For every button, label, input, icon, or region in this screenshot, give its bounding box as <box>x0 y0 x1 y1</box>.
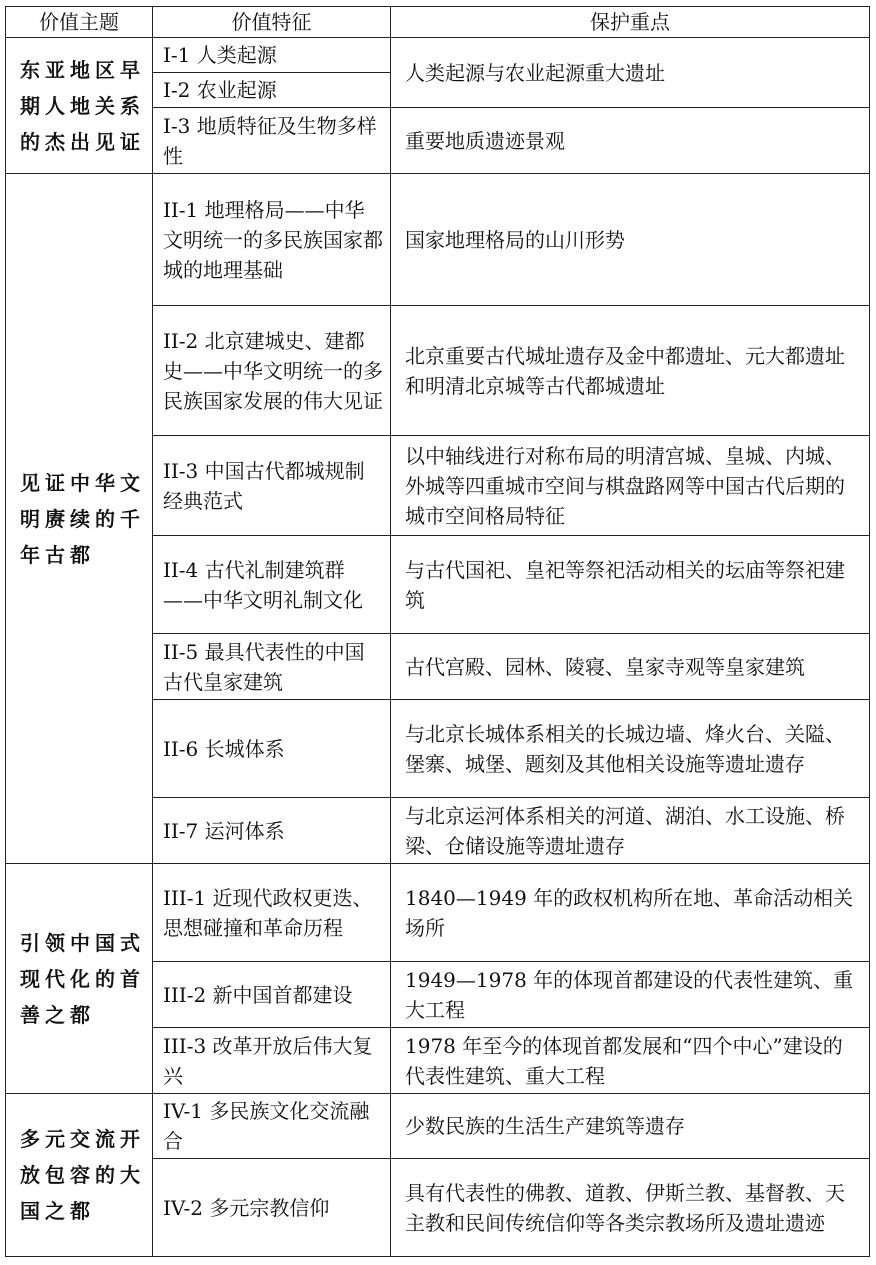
value-theme-cell: 多元交流开放包容的大国之都 <box>6 1094 153 1257</box>
value-feature-cell: II-6 长城体系 <box>153 700 391 798</box>
table-row <box>6 38 870 73</box>
header-value-theme: 价值主题 <box>6 7 153 38</box>
value-feature-cell: IV-2 多元宗教信仰 <box>153 1159 391 1257</box>
protection-focus-cell: 少数民族的生活生产建筑等遗存 <box>391 1094 870 1159</box>
protection-focus-cell: 古代宫殿、园林、陵寝、皇家寺观等皇家建筑 <box>391 634 870 700</box>
header-protection-focus: 保护重点 <box>391 7 870 38</box>
protection-focus-cell: 以中轴线进行对称布局的明清宫城、皇城、内城、外城等四重城市空间与棋盘路网等中国古代后期的城市空间格局特征 <box>391 436 870 536</box>
header-value-feature: 价值特征 <box>153 7 391 38</box>
value-feature-cell: II-4 古代礼制建筑群——中华文明礼制文化 <box>153 536 391 634</box>
value-feature-cell: IV-1 多民族文化交流融合 <box>153 1094 391 1159</box>
protection-focus-cell: 北京重要古代城址遗存及金中都遗址、元大都遗址和明清北京城等古代都城遗址 <box>391 306 870 436</box>
table-row <box>6 864 870 962</box>
value-feature-cell: II-1 地理格局——中华文明统一的多民族国家都城的地理基础 <box>153 174 391 306</box>
protection-focus-cell: 人类起源与农业起源重大遗址 <box>391 38 870 108</box>
value-theme-cell: 东亚地区早期人地关系的杰出见证 <box>6 38 153 174</box>
value-feature-cell: II-3 中国古代都城规制经典范式 <box>153 436 391 536</box>
protection-focus-cell: 与北京长城体系相关的长城边墙、烽火台、关隘、堡寨、城堡、题刻及其他相关设施等遗址遗存 <box>391 700 870 798</box>
value-theme-cell: 见证中华文明赓续的千年古都 <box>6 174 153 864</box>
table-row <box>6 1094 870 1159</box>
value-feature-cell: III-3 改革开放后伟大复兴 <box>153 1028 391 1094</box>
protection-focus-cell: 具有代表性的佛教、道教、伊斯兰教、基督教、天主教和民间传统信仰等各类宗教场所及遗址遗迹 <box>391 1159 870 1257</box>
value-feature-cell: II-2 北京建城史、建都史——中华文明统一的多民族国家发展的伟大见证 <box>153 306 391 436</box>
value-feature-cell: II-5 最具代表性的中国古代皇家建筑 <box>153 634 391 700</box>
protection-focus-cell: 与北京运河体系相关的河道、湖泊、水工设施、桥梁、仓储设施等遗址遗存 <box>391 798 870 864</box>
value-feature-cell: III-2 新中国首都建设 <box>153 962 391 1028</box>
protection-focus-cell: 国家地理格局的山川形势 <box>391 174 870 306</box>
protection-focus-cell: 重要地质遗迹景观 <box>391 108 870 174</box>
value-feature-cell: I-1 人类起源 <box>153 38 391 73</box>
value-theme-cell: 引领中国式现代化的首善之都 <box>6 864 153 1094</box>
protection-focus-cell: 1840—1949 年的政权机构所在地、革命活动相关场所 <box>391 864 870 962</box>
heritage-value-table <box>5 6 870 1257</box>
table-row <box>6 174 870 306</box>
protection-focus-cell: 与古代国祀、皇祀等祭祀活动相关的坛庙等祭祀建筑 <box>391 536 870 634</box>
header-row <box>6 7 870 38</box>
value-feature-cell: III-1 近现代政权更迭、思想碰撞和革命历程 <box>153 864 391 962</box>
protection-focus-cell: 1978 年至今的体现首都发展和“四个中心”建设的代表性建筑、重大工程 <box>391 1028 870 1094</box>
protection-focus-cell: 1949—1978 年的体现首都建设的代表性建筑、重大工程 <box>391 962 870 1028</box>
value-feature-cell: I-3 地质特征及生物多样性 <box>153 108 391 174</box>
value-feature-cell: II-7 运河体系 <box>153 798 391 864</box>
value-feature-cell: I-2 农业起源 <box>153 73 391 108</box>
